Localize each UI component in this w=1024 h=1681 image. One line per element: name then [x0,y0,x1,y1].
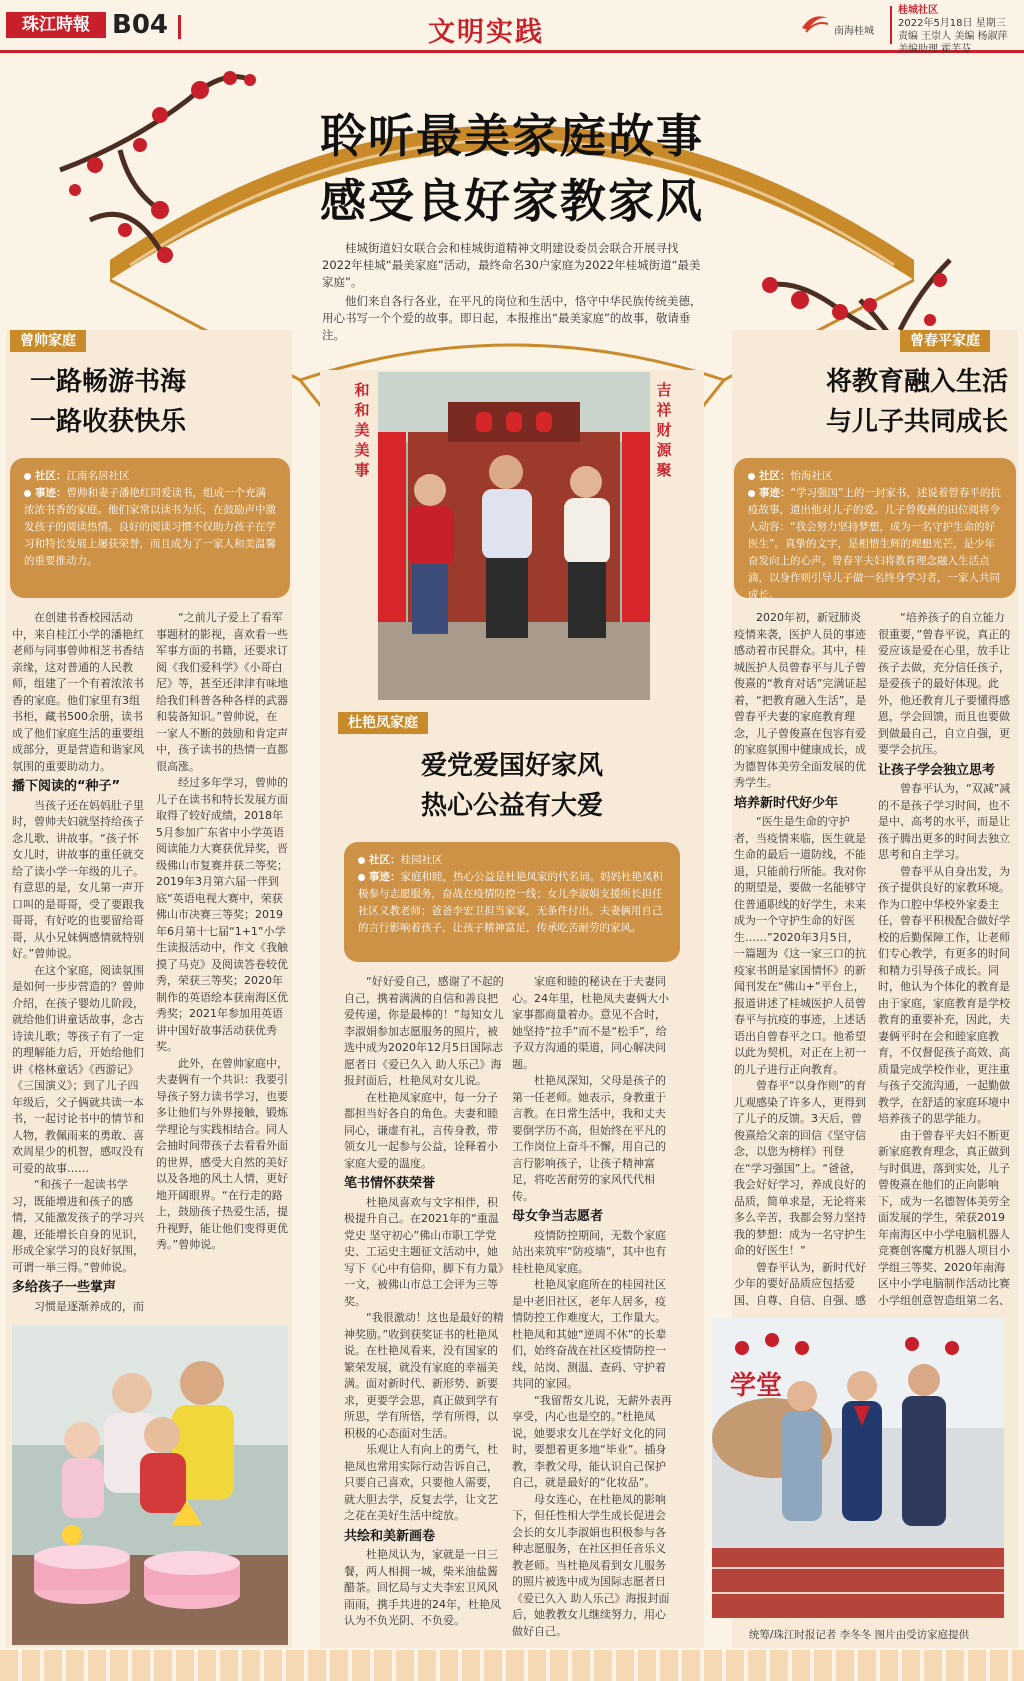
body-paragraph: “医生是生命的守护者，当疫情来临，医生就是生命的最后一道防线，不能退，只能前行所能。我对你的期望是，要做一名能够守住普通职线的好学生，未来成为一个守护生命的好医生……”2020年3月5日，一篇题为《这一家三口的抗疫家书朗是家国情怀》的新闻刊发在“佛山+”平台上，报道讲述了桂城医护人员曾春平与抗疫的事迹，上述话语出自曾春平之口。他希望以此为契机，对正在上初一的儿子进行正向教育。 [734,815,866,1076]
story-body-col2 [878,610,1012,1310]
subheading: 让孩子学会独立思考 [878,762,996,778]
page-number: B04 [112,10,168,40]
body-paragraph: 曾春平从自身出发，为孩子提供良好的家教环境。作为口腔中华校外家委主任，曾春平积极配合做好学校的后勤保障工作，让老师们专心教学，有更多的时间和精力引导孩子成长。同时，他认为个体化的教育是由于家庭，家庭教育是学校教育的重要补充，因此，夫妻俩平时在会和睦家庭教育，不仅督促孩子高效、高质量完成学校作业，更注重与孩子交流沟通，一起勤做教学，在舒适的家庭环境中培养孩子的思学能力。 [878,864,1010,1125]
summary-deeds: 事迹：“学习强国”上的一封家书，述说着曾春平的抗疫故事，道出他对儿子的爱。儿子曾俊熹的田位阅将令人动容：“我会努力坚持梦想，成为一名守护生命的好医生”。真挚的文字，是相惜生辉的理想光芒，是少年奋发向上的心声。曾春平夫妇将教育理念融入生活点滴，以身作则引导儿子做一名终身学习者，一家人共同成长。 [748,487,1001,601]
story-body-col2 [156,610,288,1315]
body-paragraph: 曾春平“以身作则”的育儿观感染了许多人，更得到了儿子的反馈。3天后，曾俊熹给父亲的回信《坚守信念，以您为榜样》刊登在“学习强国”上。“爸爸，我会好好学习，养成良好的品质，简单求是，无论将来多么辛苦，我都会努力坚持我的梦想：成为一名守护生命的好医生！” [734,1079,867,1257]
body-paragraph: 家庭和睦的秘诀在于夫妻同心。24年里，杜艳凤夫妻俩大小家事都商量着办。意见不合时，她坚持“拉手”而不是“松手”，给予双方沟通的渠道，同心解决问题。 [512,975,669,1071]
summary-community: 社区：桂园社区 [358,852,666,869]
body-paragraph: 母女连心，在杜艳凤的影响下，但任性相大学生成长促进会会长的女儿李淑娟也积极参与各种志愿服务，在社区担任音乐义教老师。当杜艳凤看到女儿服务的照片被选中成为国际志愿者日《爱已久入 助人乐己》海报封面后，她教教女儿继续努力，用心做好自己。 [512,1492,670,1638]
family-tag: 杜艳凤家庭 [338,712,428,734]
family-birthday-photo [12,1325,288,1645]
intro-paragraph: 桂城街道妇女联合会和桂城街道精神文明建设委员会联合开展寻找2022年桂城“最美家庭”活动，最终命名30户家庭为2022年桂城街道“最美家庭”。 [322,241,701,289]
subheading: 母女争当志愿者 [512,1209,604,1224]
body-paragraph: 乐观让人有向上的勇气，杜艳凤也常用实际行动告诉自己，只要自己喜欢，只要他人需要，就大胆去学，反复去学，让文艺之花在美好生活中绽放。 [344,1443,498,1522]
body-paragraph: 由于曾春平夫妇不断更新家庭教育理念，真正做到与时俱进，落到实处，儿子曾俊熹在他们的正向影响下，成为一名德智体美劳全面发展的学生，荣获2019年南海区中小学电脑机器人竞赛创客魔方机器人项目小学组三等奖、2020年南海区中小学电脑制作活动比赛小学组创意智造组第二名、 [878,1128,1010,1307]
family-tag: 曾春平家庭 [900,330,990,352]
body-paragraph: “培养孩子的自立能力很重要，”曾春平说，真正的爱应该是爱在心里，放手让孩子去做，充分信任孩子，是爱孩子的最好体现。此外，他还教育儿子要懂得感恩，学会回馈，而且也要做到做最自己，自立自强，更要学会抗压。 [878,611,1011,756]
subheading: 多给孩子一些掌声 [12,1280,117,1295]
masthead [0,0,1024,53]
guicheng-logo-icon [800,10,830,34]
body-paragraph: 杜艳凤家庭所在的桂园社区是中老旧社区，老年人居多，疫情防控工作难度大，工作量大。杜艳凤和其她“逆周不休”的长辈们，始终奋战在社区疫情防控一线，站岗、测温、查码、守护着共同的家园。 [512,1278,667,1390]
story-body-col2 [512,974,672,1644]
body-paragraph: “之前儿子爱上了看军事题材的影视，喜欢看一些军事方面的书籍，还要求订阅《我们爱科学》《小哥白尼》等，甚至还津津有味地给我们科普各种各样的武器和装备知识。”曾帅说，在一家人不断的鼓励和肯定声中，孩子读书的热情一直都很高涨。 [156,611,288,773]
divider-bar-2 [890,6,892,44]
body-paragraph: 杜艳凤喜欢与文字相伴，积极提升自己。在2021年的“重温党史 坚守初心”佛山市职工学党史、工运史主题征文活动中，她写下《心中有信仰，脚下有力量》一文，被佛山市总工会评为三等奖。 [344,1195,504,1308]
body-paragraph: 当孩子还在妈妈肚子里时，曾帅夫妇就坚持给孩子念儿歌、讲故事。“孩子怀女儿时，讲故事的重任就交给了读小学一年级的儿子。有意思的是，女儿第一声开口叫的是哥哥，受了要跟我哥哥，有好吃的也要留给哥哥，从小兄妹俩感情就特别好。”曾帅说。 [12,798,144,960]
headline-line2: 感受良好家教家风 [320,174,704,228]
family-gate-photo [378,372,650,700]
summary-community: 社区：怡海社区 [748,468,1002,485]
section-title: 文明实践 [428,17,544,48]
headline-line1: 聆听最美家庭故事 [320,109,704,163]
divider-bar [178,15,181,39]
story-body-col1 [344,974,504,1644]
summary-deeds: 事迹：家庭和睦，热心公益是杜艳凤家的代名词。妈妈杜艳凤积极参与志愿服务，奋战在疫情防控一线；女儿李淑娟支援所长担任社区义教老师；爸爸李宏卫担当家家，无条件付出。夫妻俩用自己的言行影响着孩子，让孩子精神富足，传承吃苦耐劳的家风。 [358,871,663,934]
photo-couplet-left: 和和美美事 [354,381,370,479]
intro-paragraph: 他们来自各行各业，在平凡的岗位和生活中，恪守中华民族传统美德，用心书写一个个爱的故事。即日起，本报推出“最美家庭”的故事，敬请垂注。 [322,294,702,342]
body-paragraph: 曾春平认为，新时代好少年的要好品质应包括爱国、自尊、自信、自强、感 [734,1260,866,1307]
body-paragraph: 疫情防控期间，无数个家庭站出来筑牢“防疫墙”，其中也有桂杜艳凤家庭。 [512,1228,667,1275]
body-paragraph: “我很激动！这也是最好的精神奖励。”收到获奖证书的杜艳凤说。在杜艳凤看来，没有国家的繁荣发展，就没有家庭的幸福美满。面对新时代、新形势、新要求，更要学会思，真正做到学有所思，学有所悟，学有所得，以积极的心态面对生活。 [344,1311,504,1440]
body-paragraph: 经过多年学习，曾帅的儿子在读书和特长发展方面取得了较好成绩，2018年5月参加广东省中小学英语阅读能力大赛获优异奖，晋级佛山市复赛并获二等奖；2019年3月第六届一伴到底“英语电视大赛中，荣获佛山市决赛三等奖；2019年6月第十七届“1+1”小学生读报活动中，作文《我触摸了马克》及阅读答卷较优秀，荣获三等奖；2020年制作的英语绘本获南海区优秀奖；2021年参加用英语讲中国好故事活动获优秀奖。 [156,776,288,1053]
story-summary [10,458,290,598]
family-tag: 曾帅家庭 [10,330,86,352]
body-paragraph: “好好爱自己，感谢了不起的自己，携着满满的自信和善良把爱传递，你是最棒的！”每知女儿李淑娟参加志愿服务的照片，被选中成为2020年12月5日国际志愿者日《爱已久入 助人乐己》海报封面后，杜艳凤对女儿说。 [344,975,504,1087]
story-summary [734,458,1016,601]
photo-rock-lettering: 学堂 [730,1371,783,1401]
story-title-line2: 与儿子共同成长 [825,407,1008,437]
family-school-photo [712,1318,1004,1618]
date-line: 2022年5月18日 星期三 [898,18,1006,29]
body-paragraph: 杜艳凤深知，父母是孩子的第一任老师。她表示，身教重于言教。在日常生活中，我和丈夫要倒学历不高，但始终在平凡的工作岗位上奋斗不懈，用自己的言行影响孩子，让孩子精神富足，将吃苦耐劳的家风代代相传。 [512,1074,666,1203]
summary-community: 社区：江南名居社区 [24,468,276,485]
photo-couplet-right: 吉祥财源聚 [656,381,672,479]
intro-text [322,240,702,346]
story-body-col1 [12,610,144,1315]
summary-deeds: 事迹：曾帅和妻子潘艳红同爱读书，组成一个充满浓浓书香的家庭。他们家常以读书为乐，在鼓励声中激发孩子的阅读热情。良好的阅读习惯不仅助力孩子在学习和特长发展上屡获荣誉，而且成为了一家人和美温馨的重要推动力。 [24,487,276,567]
story-title-line1: 一路畅游书海 [30,367,187,397]
body-paragraph: 在杜艳凤家庭中，每一分子都担当好各自的角色。夫妻和睦同心，谦虚有礼，言传身教，带领女儿一起参与公益，诠释着小家庭大爱的温度。 [344,1090,498,1170]
body-paragraph: 在创建书香校园活动中，来自桂江小学的潘艳红老师与同事曾帅相芝书香结亲缘，这对普通的人民教师，组建了一个有着浓浓书香的家庭。他们家里有3组书柜，藏书500余册，读书成了他们家庭生活的重要组成部分，更是营造和谐家风氛围的重要助动力。 [12,611,144,773]
subheading: 笔书情怀获荣誉 [344,1176,436,1191]
body-paragraph: 在这个家庭，阅读氛围是如何一步步营造的？曾帅介绍，在孩子婴幼儿阶段，就给他们讲童话故事，念古诗读儿歌；等孩子有了一定的理解能力后，开始给他们讲《格林童话》《西游记》《三国演义》；到了儿子四年级后，父子俩就共读一本书，一起讨论书中的情节和人物，教佩雨来的勇敢、喜欢周星少的机智，感叹没有可爱的故事…… [12,963,144,1175]
story-title-line2: 一路收获快乐 [30,407,187,437]
body-paragraph: 杜艳凤认为，家就是一日三餐，两人相拥一城，柴米油盐酱醋茶。回忆局与丈夫李宏卫风风雨雨，携手共进的24年，杜艳凤认为不负光阴、不负爱。 [344,1548,501,1627]
body-paragraph: “我留帮女儿说，无薪外表再享受，内心也是空的。”杜艳凤说，她要求女儿在学好文化的同时，要想着更多地“毕业”。插身教，李教父母，能认识自己保护自己，就是最好的“化妆品”。 [512,1393,672,1489]
story-title-line1: 将教育融入生活 [825,367,1008,397]
footer-pattern [0,1650,1024,1681]
brand-small: 桂城社区 [898,5,938,16]
editor-line: 责编 王崇人 美编 杨淑萍 [898,31,1008,42]
story-body-col1 [734,610,868,1310]
issue-info [898,4,1024,56]
body-paragraph: “和孩子一起读书学习，既能增进和孩子的感情，又能激发孩子的学习兴趣，还能增长自身的见识，形成全家学习的良好氛围，可谓一举三得。”曾帅说。 [12,1178,144,1274]
body-paragraph: 习惯是逐渐养成的，而 [34,1299,144,1313]
story-summary [344,842,680,962]
photo-credit: 统筹/珠江时报记者 李冬冬 图片由受访家庭提供 [748,1629,970,1641]
subheading: 共绘和美新画卷 [344,1528,436,1544]
newspaper-name: 珠江時報 [6,12,106,38]
subheading: 培养新时代好少年 [734,795,839,811]
body-paragraph: 曾春平认为，“双减”减的不是孩子学习时间，也不是中、高考的水平，而是让孩子腾出更多的时间去独立思考和自主学习。 [878,782,1011,861]
story-title-line2: 热心公益有大爱 [420,791,603,821]
assistant-line: 美编助理 霍芙芬 [898,44,972,55]
body-paragraph: 此外，在曾帅家庭中，夫妻俩有一个共识：我要引导孩子努力读书学习，也要多让他们与外界接触，锻炼学理论与实践相结合。同人会抽时间带孩子去看看外面的世界，感受大自然的美好以及各地的风土人情，更好地开阔眼界。“在行走的路上，鼓励孩子热爱生活，提升视野，能让他们变得更优秀。”曾帅说。 [156,1056,288,1251]
brand-logo-text: 南海桂城 [834,26,874,37]
subheading: 播下阅读的“种子” [12,779,121,794]
body-paragraph: 2020年初，新冠肺炎疫情来袭，医护人员的事迹感动着市民群众。其中，桂城医护人员曾春平与儿子曾俊熹的“教育对话”完满证起着，“把教育融入生活”，是曾春平夫妻的家庭教育理念，儿子曾俊熹在包容有爱的家庭氛围中健康成长，成为德智体美劳全面发展的优秀学生。 [734,611,867,789]
story-title-line1: 爱党爱国好家风 [420,751,603,781]
